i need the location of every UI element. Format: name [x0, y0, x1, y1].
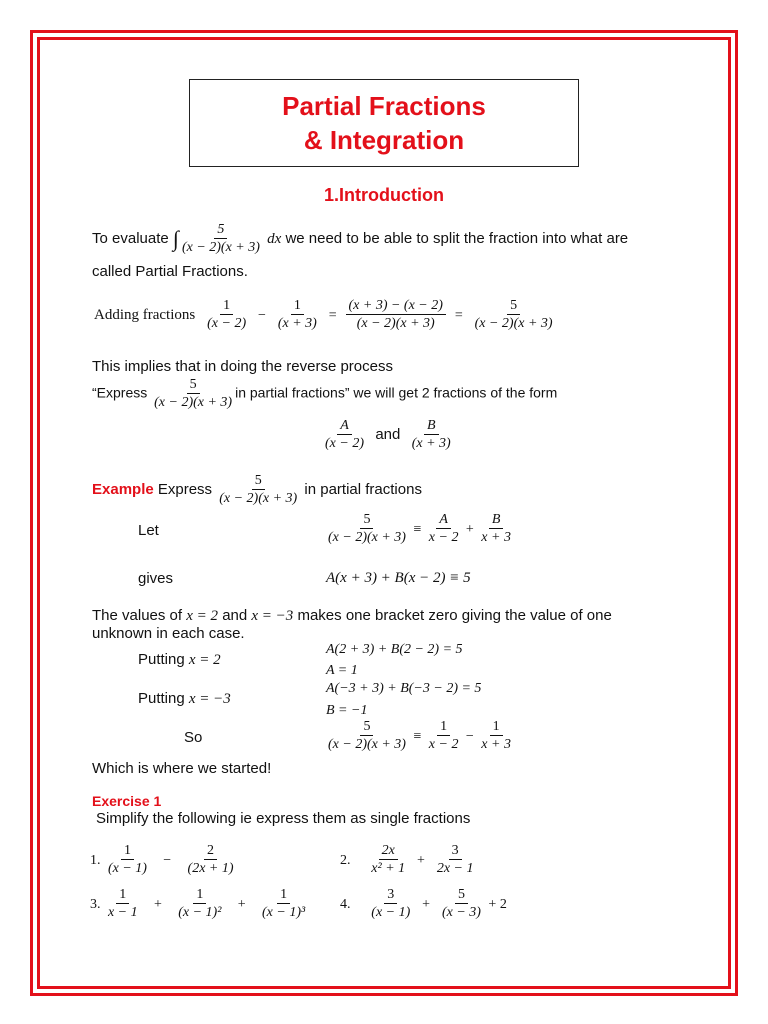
intro-tail: we need to be able to split the fraction into what are	[285, 229, 629, 247]
exercise-q1: 1. $\frac{1}{(x - 1)}$ − $\frac{2}{(2x + 1)}$	[90, 843, 234, 876]
reverse-express-tail: in partial fractions” we will get 2 fractions of the form	[235, 384, 558, 401]
gives-equation: A(x + 3) + B(x − 2) ≡ 5	[326, 570, 471, 586]
adding-frac-1: $\frac{1}{(x - 2)}$	[207, 298, 247, 331]
result-a: A = 1	[326, 663, 358, 678]
adding-frac-3: $\frac{(x + 3) - (x - 2)}{(x - 2)(x + 3)}$	[346, 298, 446, 332]
intro-line-1	[92, 222, 628, 256]
reverse-line-1: This implies that in doing the reverse process	[92, 358, 393, 375]
intro-dx: dx	[267, 230, 282, 247]
result-b: B = −1	[326, 703, 368, 718]
values-line-1: The values of x = 2 and x = −3 makes one bracket zero giving the value of one	[92, 607, 612, 624]
so-label: So	[184, 729, 203, 746]
adding-frac-2: $\frac{1}{(x + 3)}$	[277, 298, 317, 331]
form-b-fraction: $\frac{B}{(x + 3)}$	[411, 418, 451, 451]
title-line-2: & Integration	[303, 125, 465, 155]
exercise-q4: 4. $\frac{3}{(x - 1)}$ + $\frac{5}{(x - 3)}$ + 2	[340, 887, 507, 920]
reverse-fraction: $\frac{5}{(x - 2)(x + 3)}$	[154, 377, 233, 410]
example-fraction: $\frac{5}{(x - 2)(x + 3)}$	[219, 473, 298, 506]
example-label: Example	[92, 480, 154, 498]
putting-2: Putting x = −3	[138, 690, 231, 707]
intro-fraction: $\frac{5}{(x - 2)(x + 3)}$	[181, 222, 260, 255]
gives-label: gives	[138, 570, 174, 587]
let-label: Let	[138, 522, 159, 539]
exercise-q3: 3. $\frac{1}{x - 1}$ + $\frac{1}{\text{(x − 1)²}}$ + $\frac{1}{\text{(x − 1)³}}$	[90, 887, 306, 920]
reverse-express-row: “Express $\frac{5}{(x - 2)(x + 3)}$ in partial fractions” we will get 2 fractions of the form	[92, 377, 558, 410]
integral-sign: ∫	[172, 226, 179, 251]
equation-b: A(−3 + 3) + B(−3 − 2) = 5	[326, 681, 482, 696]
form-fractions: $\frac{A}{(x - 2)}$ and $\frac{B}{(x + 3)}$	[322, 418, 454, 452]
section-heading: 1.Introduction	[324, 185, 444, 205]
putting-1: Putting x = 2	[138, 651, 221, 668]
title-box	[189, 79, 579, 167]
exercise-instruction: Simplify the following ie express them as single fractions	[96, 810, 471, 827]
values-line-2: unknown in each case.	[92, 625, 245, 642]
adding-fractions-row: Adding fractions $\frac{1}{(x - 2)}$ − $\frac{1}{(x + 3)}$ = $\frac{(x + 3) - (x - 2)}{(x - 2)(x + 3)}$ = $\frac{5}{(x - 2)(x + 3)}$	[94, 298, 556, 332]
closing-line: Which is where we started!	[92, 760, 272, 777]
exercise-label: Exercise 1	[92, 793, 162, 809]
form-a-fraction: $\frac{A}{(x - 2)}$	[325, 418, 364, 451]
example-row: Example Express $\frac{5}{(x - 2)(x + 3)}$ in partial fractions	[92, 473, 422, 506]
adding-label: Adding fractions	[94, 307, 196, 324]
equation-a: A(2 + 3) + B(2 − 2) = 5	[326, 642, 463, 657]
intro-line-2: called Partial Fractions.	[92, 263, 248, 280]
title-line-1: Partial Fractions	[282, 91, 486, 121]
intro-lead: To evaluate	[92, 229, 169, 247]
let-identity: $\frac{5}{(x - 2)(x + 3)}$ ≡ $\frac{A}{x - 2}$ + $\frac{B}{x + 3}$	[328, 512, 511, 545]
exercise-q2: 2. $\frac{2x}{\text{x² + 1}}$ + $\frac{3}{2x - 1}$	[340, 843, 474, 876]
adding-frac-4: $\frac{5}{(x - 2)(x + 3)}$	[474, 298, 553, 331]
so-identity: $\frac{5}{(x - 2)(x + 3)}$ ≡ $\frac{1}{x - 2}$ − $\frac{1}{x + 3}$	[328, 719, 511, 752]
